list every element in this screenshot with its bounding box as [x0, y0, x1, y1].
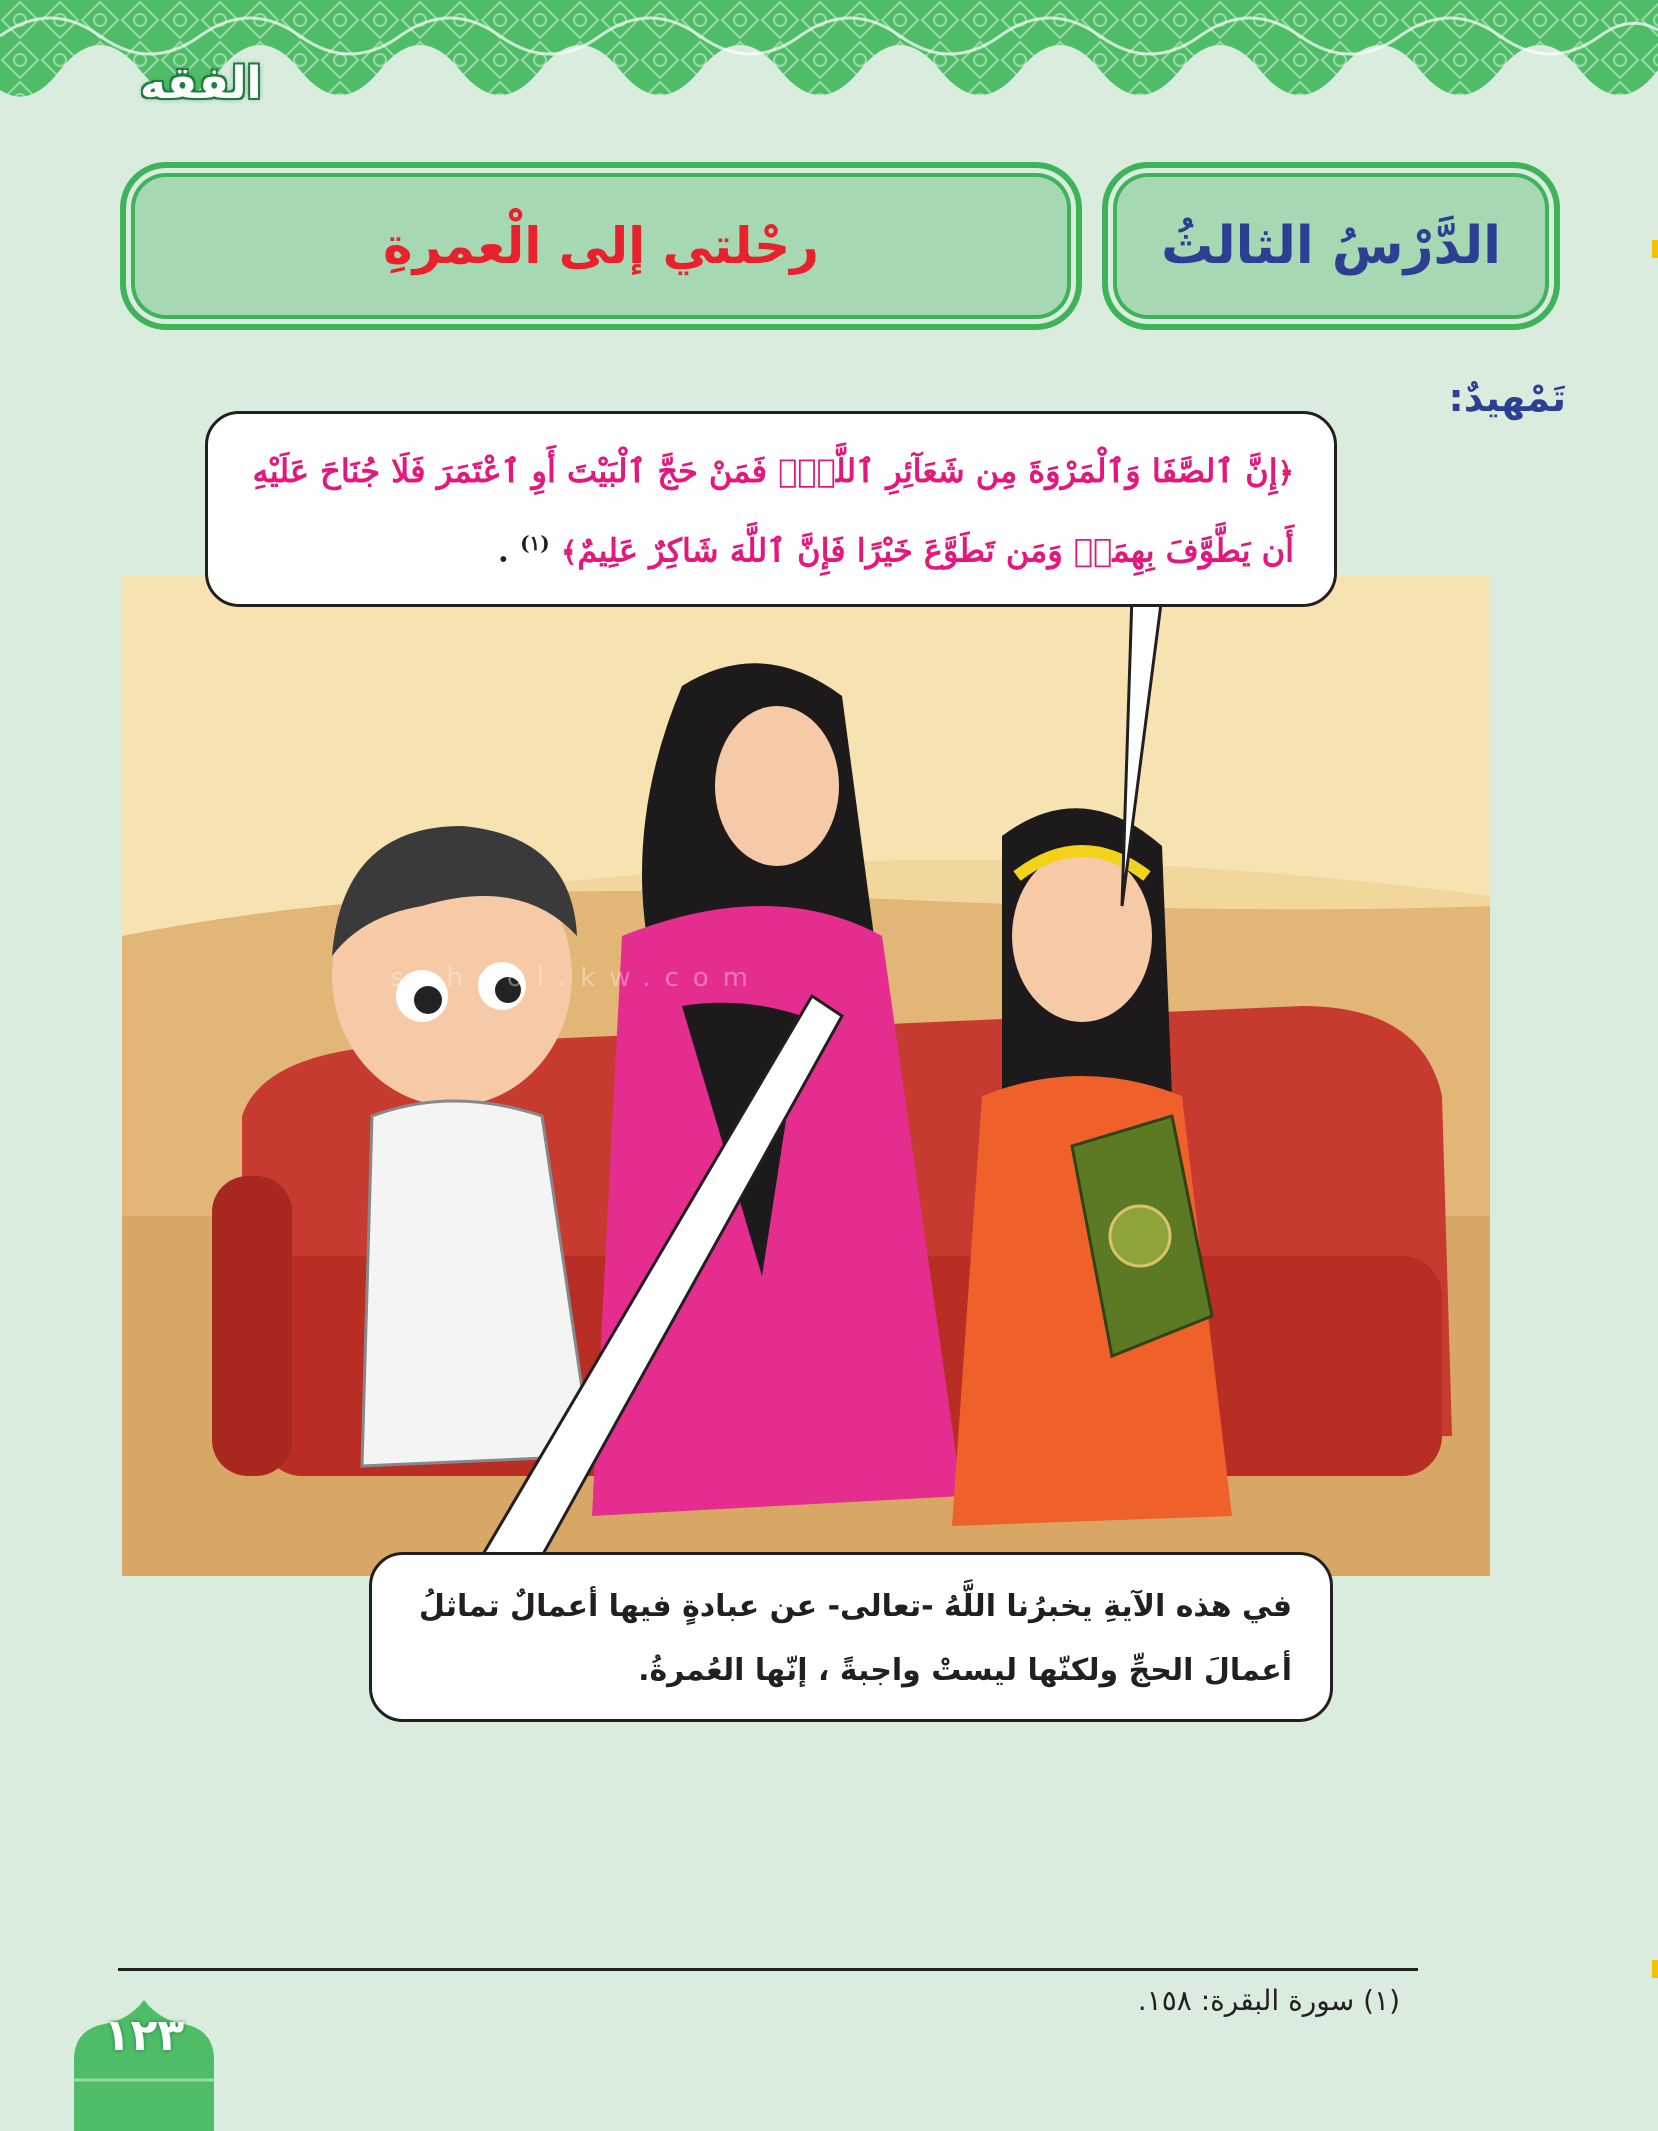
verse-text-2: أَن يَطَّوَّفَ بِهِمَاۚ وَمَن تَطَوَّعَ خَيْرًا فَإِنَّ ٱللَّهَ شَاكِرٌ عَلِيمٌ	[577, 531, 1294, 570]
verse-speech-bubble	[205, 411, 1337, 607]
margin-mark	[1652, 1960, 1658, 1978]
verse-end-mark: .	[497, 531, 509, 570]
lesson-title-frame	[120, 162, 1082, 330]
intro-label: تَمْهيدٌ:	[1448, 376, 1566, 420]
svg-text:school.kw.com: school.kw.com	[390, 963, 762, 993]
subject-title: الفقه	[140, 58, 262, 109]
verse-text-1: إِنَّ ٱلصَّفَا وَٱلْمَرْوَةَ مِن شَعَآئِرِ ٱللَّهِۖ فَمَنْ حَجَّ ٱلْبَيْتَ أَوِ ٱعْتَمَرَ فَلَا جُنَاحَ عَلَيْهِ	[252, 452, 1278, 490]
lesson-number-frame	[1102, 162, 1560, 330]
explanation-line-2: أعمالَ الحجِّ ولكنّها ليستْ واجبةً ، إنّها العُمرةُ.	[638, 1653, 1292, 1688]
ornate-bracket-icon: ﴿	[1277, 456, 1294, 489]
lesson-title: رحْلتي إلى الْعمرةِ	[383, 217, 819, 275]
explanation-speech-bubble	[369, 1552, 1333, 1722]
ornate-bracket-icon: ﴾	[560, 535, 578, 569]
margin-mark	[1652, 240, 1658, 258]
verse-line-2	[248, 508, 1294, 588]
lesson-number: الدَّرْسُ الثالثُ	[1161, 216, 1501, 276]
page-number: ١٢٣	[103, 2010, 185, 2061]
family-reading-illustration	[122, 576, 1490, 1576]
footnote-text: (١) سورة البقرة: ١٥٨.	[1137, 1984, 1400, 2017]
footnote-divider	[118, 1968, 1418, 1971]
explanation-line-1: في هذه الآيةِ يخبرُنا اللَّهُ -تعالى- عن عبادةٍ فيها أعمالٌ تماثلُ	[418, 1589, 1292, 1624]
verse-line-1	[248, 436, 1294, 508]
verse-footnote-ref: (١)	[520, 531, 550, 555]
